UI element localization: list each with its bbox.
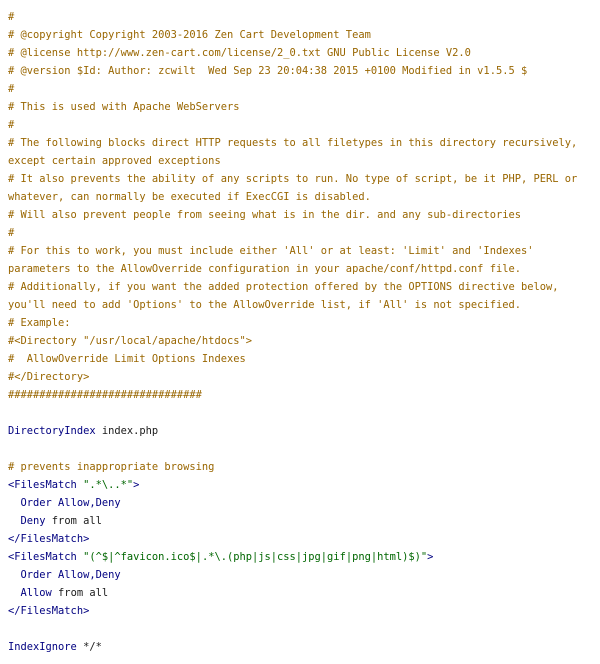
blank-line	[8, 440, 594, 458]
filesmatch-open-line	[8, 476, 594, 494]
browsing-comment: # prevents inappropriate browsing	[8, 461, 215, 473]
filesmatch-close-tag: </FilesMatch>	[8, 533, 90, 545]
license-comment: # @license http://www.zen-cart.com/license/2_0.txt GNU Public License V2.0	[8, 47, 471, 59]
deny-value: from all	[45, 515, 102, 527]
comment-line: #	[8, 11, 15, 23]
htaccess-file-content	[8, 8, 594, 656]
order-line	[8, 494, 594, 512]
comment-separator: ###############################	[8, 389, 202, 401]
override-comment: # For this to work, you must include either 'All' or at least: 'Limit' and 'Indexes' parameters to the AllowOverride configuration in your apache/conf/httpd.conf file.	[8, 245, 540, 275]
directory-index-value: index.php	[95, 425, 159, 437]
example-directory-open: #<Directory "/usr/local/apache/htdocs">	[8, 335, 252, 347]
order-value: Allow,Deny	[51, 497, 121, 509]
order-value: Allow,Deny	[51, 569, 121, 581]
blank-line	[8, 404, 594, 422]
example-comment: # Example:	[8, 317, 71, 329]
comment-line: #	[8, 119, 15, 131]
blank-line	[8, 620, 594, 638]
filesmatch-open-tag: <FilesMatch	[8, 479, 77, 491]
deny-line	[8, 512, 594, 530]
blocks-comment: # The following blocks direct HTTP requests to all filetypes in this directory recursively, except certain approved exceptions	[8, 137, 584, 167]
filesmatch-bracket: >	[427, 551, 434, 563]
directory-index-line	[8, 422, 594, 440]
index-ignore-directive: IndexIgnore	[8, 641, 77, 653]
index-ignore-line	[8, 638, 594, 656]
allow-directive: Allow	[20, 587, 52, 599]
example-allowoverride: # AllowOverride Limit Options Indexes	[8, 353, 246, 365]
example-directory-close: #</Directory>	[8, 371, 90, 383]
filesmatch-close-tag: </FilesMatch>	[8, 605, 90, 617]
scripts-comment: # It also prevents the ability of any scripts to run. No type of script, be it PHP, PERL or whatever, can normally be executed if ExecCGI is disabled.	[8, 173, 584, 203]
filesmatch-bracket: >	[133, 479, 140, 491]
allow-line	[8, 584, 594, 602]
order-directive: Order	[20, 569, 52, 581]
filesmatch-pattern: ".*\..*"	[76, 479, 134, 491]
index-ignore-value: */*	[76, 641, 102, 653]
filesmatch-pattern: "(^$|^favicon.ico$|.*\.(php|js|css|jpg|gif|png|html)$)"	[76, 551, 428, 563]
copyright-comment: # @copyright Copyright 2003-2016 Zen Cart Development Team	[8, 29, 371, 41]
deny-directive: Deny	[20, 515, 46, 527]
apache-comment: # This is used with Apache WebServers	[8, 101, 240, 113]
order-line	[8, 566, 594, 584]
directory-index-directive: DirectoryIndex	[8, 425, 96, 437]
dir-comment: # Will also prevent people from seeing what is in the dir. and any sub-directories	[8, 209, 521, 221]
comment-line: #	[8, 83, 15, 95]
version-comment: # @version $Id: Author: zcwilt Wed Sep 23 20:04:38 2015 +0100 Modified in v1.5.5 $	[8, 65, 528, 77]
order-directive: Order	[20, 497, 52, 509]
options-comment: # Additionally, if you want the added protection offered by the OPTIONS directive below, you'll need to add 'Options' to the AllowOverride list, if 'All' is not specified.	[8, 281, 565, 311]
allow-value: from all	[51, 587, 109, 599]
filesmatch-open-tag: <FilesMatch	[8, 551, 77, 563]
comment-line: #	[8, 227, 15, 239]
filesmatch-open-line	[8, 548, 594, 566]
